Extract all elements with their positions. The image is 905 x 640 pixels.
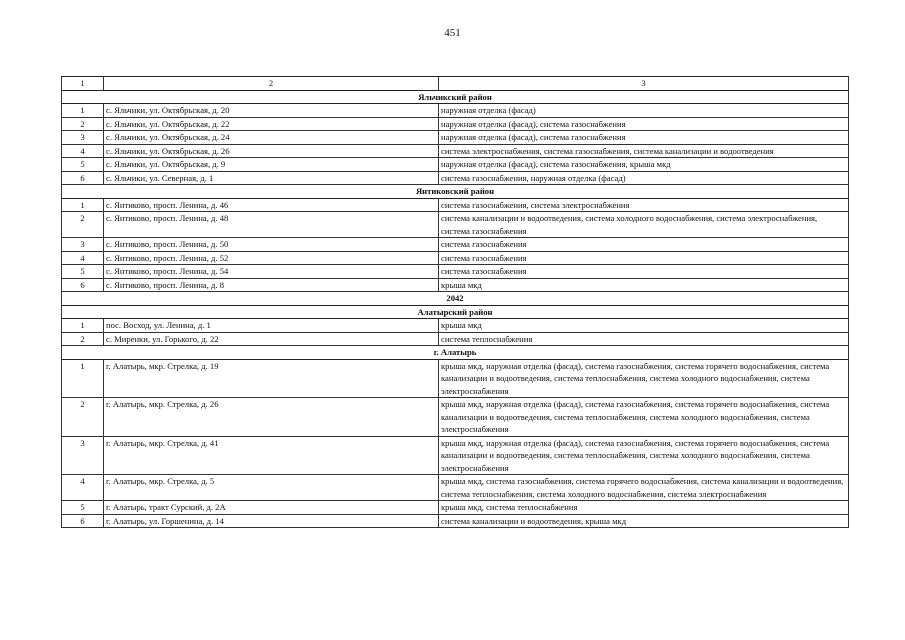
- row-number: 2: [62, 332, 104, 346]
- table-row: [62, 359, 849, 398]
- row-works: наружная отделка (фасад), система газоснабжения, крыша мкд: [439, 158, 849, 172]
- table-header-row: [62, 77, 849, 91]
- table-row: [62, 278, 849, 292]
- row-number: 6: [62, 514, 104, 528]
- table-row: [62, 398, 849, 437]
- section-heading-row: [62, 346, 849, 360]
- row-number: 2: [62, 398, 104, 437]
- section-heading: Янтиковский район: [62, 185, 849, 199]
- table-row: [62, 514, 849, 528]
- row-number: 4: [62, 475, 104, 501]
- row-works: крыша мкд, наружная отделка (фасад), система газоснабжения, система горячего водоснабжения, система канализации и водоотведения, система теплоснабжения, система холодного водоснабжения, система электроснабжения: [439, 436, 849, 475]
- row-address: г. Алатырь, мкр. Стрелка, д. 5: [104, 475, 439, 501]
- table-row: [62, 144, 849, 158]
- column-header-works: 3: [439, 77, 849, 91]
- row-address: г. Алатырь, ул. Горшенина, д. 14: [104, 514, 439, 528]
- section-heading-row: [62, 90, 849, 104]
- row-address: с. Яльчики, ул. Северная, д. 1: [104, 171, 439, 185]
- row-number: 4: [62, 144, 104, 158]
- row-address: с. Янтиково, просп. Ленина, д. 52: [104, 251, 439, 265]
- section-heading-row: [62, 292, 849, 306]
- section-heading: г. Алатырь: [62, 346, 849, 360]
- row-address: г. Алатырь, мкр. Стрелка, д. 41: [104, 436, 439, 475]
- table-row: [62, 131, 849, 145]
- row-address: с. Янтиково, просп. Ленина, д. 48: [104, 212, 439, 238]
- table-row: [62, 501, 849, 515]
- row-works: крыша мкд: [439, 278, 849, 292]
- table-row: [62, 436, 849, 475]
- works-table: [61, 76, 849, 528]
- row-number: 5: [62, 501, 104, 515]
- row-number: 6: [62, 171, 104, 185]
- row-address: г. Алатырь, тракт Сурский, д. 2А: [104, 501, 439, 515]
- row-works: крыша мкд, наружная отделка (фасад), система газоснабжения, система горячего водоснабжения, система канализации и водоотведения, система теплоснабжения, система холодного водоснабжения, система электроснабжения: [439, 398, 849, 437]
- works-table-body: [62, 77, 849, 528]
- table-row: [62, 212, 849, 238]
- row-address: с. Яльчики, ул. Октябрьская, д. 26: [104, 144, 439, 158]
- row-address: с. Янтиково, просп. Ленина, д. 46: [104, 198, 439, 212]
- table-row: [62, 332, 849, 346]
- row-works: система электроснабжения, система газоснабжения, система канализации и водоотведения: [439, 144, 849, 158]
- table-row: [62, 238, 849, 252]
- row-works: система газоснабжения, наружная отделка (фасад): [439, 171, 849, 185]
- row-works: система газоснабжения: [439, 238, 849, 252]
- row-address: с. Янтиково, просп. Ленина, д. 50: [104, 238, 439, 252]
- table-row: [62, 158, 849, 172]
- row-number: 6: [62, 278, 104, 292]
- row-number: 2: [62, 212, 104, 238]
- column-header-number: 1: [62, 77, 104, 91]
- row-number: 4: [62, 251, 104, 265]
- row-works: крыша мкд: [439, 319, 849, 333]
- table-row: [62, 251, 849, 265]
- row-works: крыша мкд, система газоснабжения, система горячего водоснабжения, система канализации и водоотведения, система теплоснабжения, система холодного водоснабжения, система электроснабжения: [439, 475, 849, 501]
- row-address: с. Янтиково, просп. Ленина, д. 8: [104, 278, 439, 292]
- row-number: 3: [62, 131, 104, 145]
- column-header-address: 2: [104, 77, 439, 91]
- row-address: с. Яльчики, ул. Октябрьская, д. 22: [104, 117, 439, 131]
- section-heading: Алатырский район: [62, 305, 849, 319]
- row-works: крыша мкд, система теплоснабжения: [439, 501, 849, 515]
- table-row: [62, 117, 849, 131]
- section-heading-row: [62, 185, 849, 199]
- row-works: крыша мкд, наружная отделка (фасад), система газоснабжения, система горячего водоснабжения, система канализации и водоотведения, система теплоснабжения, система холодного водоснабжения, система электроснабжения: [439, 359, 849, 398]
- row-works: наружная отделка (фасад): [439, 104, 849, 118]
- row-number: 2: [62, 117, 104, 131]
- row-number: 3: [62, 436, 104, 475]
- row-number: 3: [62, 238, 104, 252]
- section-heading: 2042: [62, 292, 849, 306]
- row-address: с. Яльчики, ул. Октябрьская, д. 9: [104, 158, 439, 172]
- table-row: [62, 198, 849, 212]
- page-number: 451: [444, 27, 461, 39]
- row-works: наружная отделка (фасад), система газоснабжения: [439, 131, 849, 145]
- row-works: система газоснабжения, система электроснабжения: [439, 198, 849, 212]
- row-works: система теплоснабжения: [439, 332, 849, 346]
- table-row: [62, 475, 849, 501]
- row-address: г. Алатырь, мкр. Стрелка, д. 26: [104, 398, 439, 437]
- table-row: [62, 319, 849, 333]
- row-address: г. Алатырь, мкр. Стрелка, д. 19: [104, 359, 439, 398]
- row-number: 5: [62, 158, 104, 172]
- table-row: [62, 265, 849, 279]
- row-address: с. Янтиково, просп. Ленина, д. 54: [104, 265, 439, 279]
- row-address: с. Яльчики, ул. Октябрьская, д. 24: [104, 131, 439, 145]
- table-row: [62, 171, 849, 185]
- row-number: 1: [62, 359, 104, 398]
- row-number: 1: [62, 198, 104, 212]
- row-works: наружная отделка (фасад), система газоснабжения: [439, 117, 849, 131]
- row-address: пос. Восход, ул. Ленина, д. 1: [104, 319, 439, 333]
- row-number: 5: [62, 265, 104, 279]
- row-works: система канализации и водоотведения, крыша мкд: [439, 514, 849, 528]
- row-address: с. Яльчики, ул. Октябрьская, д. 20: [104, 104, 439, 118]
- row-works: система газоснабжения: [439, 265, 849, 279]
- row-address: с. Миренки, ул. Горького, д. 22: [104, 332, 439, 346]
- row-works: система канализации и водоотведения, система холодного водоснабжения, система электроснабжения, система газоснабжения: [439, 212, 849, 238]
- section-heading-row: [62, 305, 849, 319]
- row-number: 1: [62, 319, 104, 333]
- section-heading: Яльчикский район: [62, 90, 849, 104]
- row-works: система газоснабжения: [439, 251, 849, 265]
- row-number: 1: [62, 104, 104, 118]
- table-row: [62, 104, 849, 118]
